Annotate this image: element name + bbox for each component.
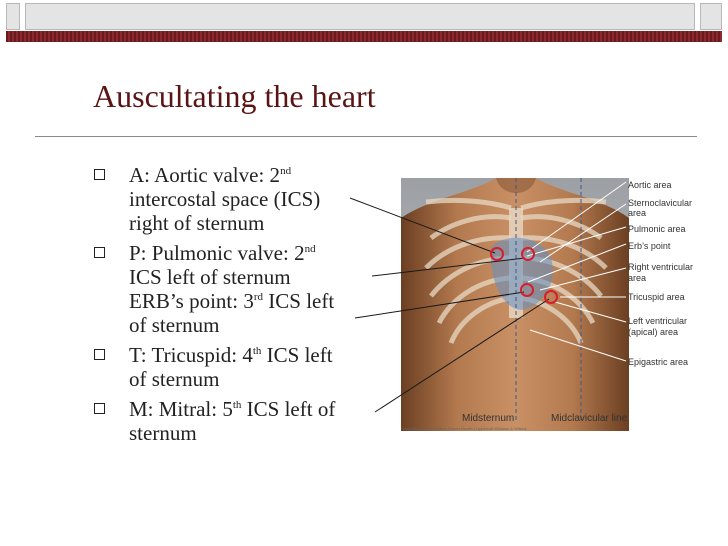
label-sternoclavicular-2: area <box>628 208 647 218</box>
label-sternoclavicular-1: Sternoclavicular <box>628 198 693 208</box>
figure-labels <box>628 0 728 546</box>
bullet-aortic: A: Aortic valve: 2nd intercostal space (ICS) right of sternum <box>90 163 390 235</box>
bullet-list <box>90 163 390 451</box>
label-tricuspid-area: Tricuspid area <box>628 292 685 302</box>
header-cell-center <box>25 3 695 30</box>
square-bullet-icon <box>94 349 105 360</box>
label-right-ventricular-2: area <box>628 273 647 283</box>
header-cell-left <box>6 3 20 30</box>
label-aortic-area: Aortic area <box>628 180 672 190</box>
label-left-ventricular-1: Left ventricular <box>628 316 688 326</box>
slide-title: Auscultating the heart <box>93 78 376 114</box>
bullet-mitral: M: Mitral: 5th ICS left of sternum <box>90 397 390 445</box>
figure-copyright: Copyright © 2010 Wolters Kluwer Health | Lippincott Williams & Wilkins <box>401 426 527 431</box>
title-divider <box>35 136 697 137</box>
bullet-tricuspid: T: Tricuspid: 4th ICS left of sternum <box>90 343 390 391</box>
square-bullet-icon <box>94 169 105 180</box>
header-cells <box>6 3 722 30</box>
square-bullet-icon <box>94 247 105 258</box>
label-epigastric-area: Epigastric area <box>628 357 689 367</box>
square-bullet-icon <box>94 403 105 414</box>
slide-header-decoration <box>0 0 728 44</box>
label-midsternum: Midsternum <box>462 413 515 424</box>
label-pulmonic-area: Pulmonic area <box>628 224 686 234</box>
bullet-pulmonic: P: Pulmonic valve: 2nd ICS left of sternum ERB’s point: 3rd ICS left of sternum <box>90 241 390 337</box>
label-left-ventricular-2: (apical) area <box>628 327 679 337</box>
label-right-ventricular-1: Right ventricular <box>628 262 694 272</box>
torso-illustration <box>401 178 629 431</box>
label-midclavicular-line: Midclavicular line <box>551 413 628 424</box>
chest-anatomy-figure <box>401 178 629 431</box>
header-stripe <box>6 31 722 42</box>
label-erbs-point: Erb’s point <box>628 241 671 251</box>
